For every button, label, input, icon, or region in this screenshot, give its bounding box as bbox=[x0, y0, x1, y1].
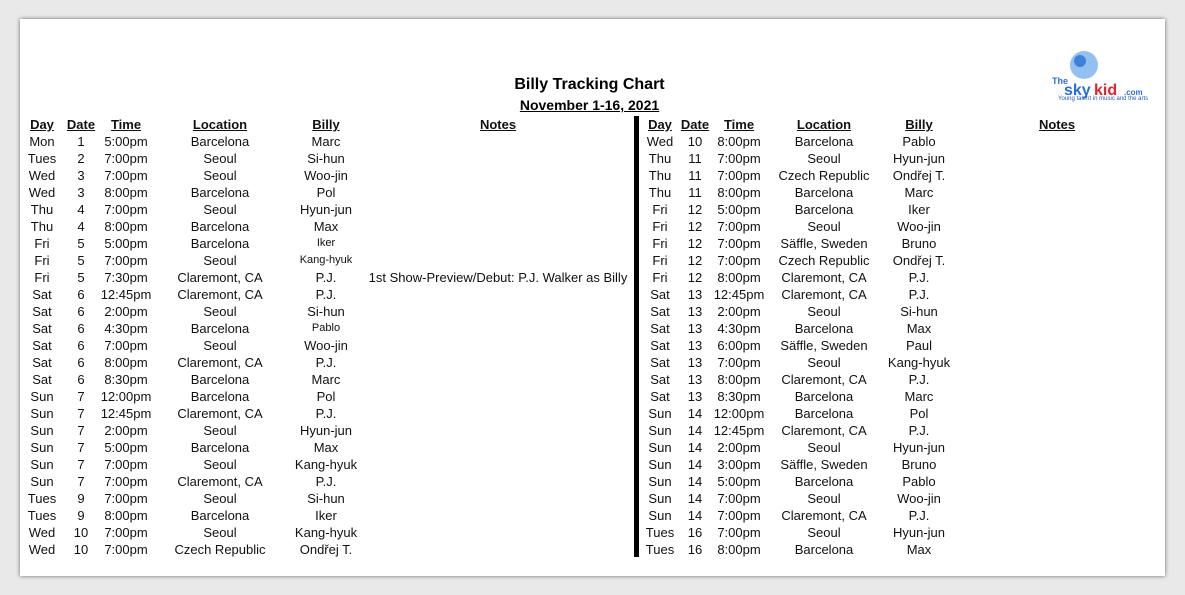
location-cell: Barcelona bbox=[794, 185, 854, 200]
notes-cell: 1st Show-Preview/Debut: P.J. Walker as Billy bbox=[368, 270, 628, 285]
day-cell: Wed bbox=[28, 542, 56, 557]
date-cell: 13 bbox=[687, 389, 703, 404]
location-cell: Claremont, CA bbox=[177, 474, 263, 489]
time-cell: 8:00pm bbox=[104, 219, 148, 234]
date-cell: 12 bbox=[687, 202, 703, 217]
time-cell: 2:00pm bbox=[717, 440, 761, 455]
time-cell: 8:00pm bbox=[717, 185, 761, 200]
location-cell: Barcelona bbox=[794, 389, 854, 404]
header-day: Day bbox=[30, 117, 54, 132]
time-cell: 8:00pm bbox=[717, 372, 761, 387]
day-cell: Wed bbox=[28, 168, 56, 183]
date-cell: 3 bbox=[77, 185, 85, 200]
date-cell: 11 bbox=[688, 168, 702, 183]
billy-cell: P.J. bbox=[908, 270, 930, 285]
date-cell: 6 bbox=[77, 321, 85, 336]
billy-cell: Hyun-jun bbox=[892, 151, 946, 166]
time-cell: 12:45pm bbox=[713, 287, 765, 302]
day-cell: Sat bbox=[650, 355, 670, 370]
date-cell: 9 bbox=[77, 491, 85, 506]
day-cell: Thu bbox=[30, 202, 54, 217]
day-cell: Mon bbox=[29, 134, 55, 149]
day-cell: Sun bbox=[30, 457, 54, 472]
billy-cell: Hyun-jun bbox=[299, 423, 353, 438]
time-cell: 8:00pm bbox=[104, 508, 148, 523]
billy-cell: Marc bbox=[311, 372, 341, 387]
date-cell: 4 bbox=[77, 219, 85, 234]
day-cell: Sat bbox=[650, 338, 670, 353]
day-cell: Sun bbox=[30, 389, 54, 404]
date-cell: 13 bbox=[687, 338, 703, 353]
billy-cell: Pol bbox=[909, 406, 929, 421]
date-cell: 6 bbox=[77, 304, 85, 319]
location-cell: Claremont, CA bbox=[781, 372, 867, 387]
date-cell: 13 bbox=[687, 321, 703, 336]
time-cell: 5:00pm bbox=[717, 474, 761, 489]
location-cell: Barcelona bbox=[794, 134, 854, 149]
time-cell: 8:30pm bbox=[717, 389, 761, 404]
day-cell: Sat bbox=[650, 372, 670, 387]
time-cell: 8:00pm bbox=[104, 355, 148, 370]
date-cell: 14 bbox=[687, 440, 703, 455]
billy-cell: Max bbox=[906, 542, 932, 557]
date-cell: 12 bbox=[687, 253, 703, 268]
header-date: Date bbox=[66, 117, 96, 132]
day-cell: Sun bbox=[648, 457, 672, 472]
location-cell: Säffle, Sweden bbox=[780, 236, 868, 251]
location-cell: Barcelona bbox=[794, 321, 854, 336]
billy-cell: Iker bbox=[315, 508, 337, 523]
location-cell: Czech Republic bbox=[174, 542, 266, 557]
day-cell: Fri bbox=[652, 202, 668, 217]
location-cell: Claremont, CA bbox=[781, 287, 867, 302]
location-cell: Barcelona bbox=[190, 185, 250, 200]
day-cell: Sun bbox=[30, 423, 54, 438]
billy-cell: P.J. bbox=[315, 406, 337, 421]
billy-cell: P.J. bbox=[908, 287, 930, 302]
day-cell: Wed bbox=[646, 134, 674, 149]
location-cell: Seoul bbox=[203, 168, 237, 183]
date-cell: 5 bbox=[77, 270, 85, 285]
header-location: Location bbox=[192, 117, 248, 132]
time-cell: 12:45pm bbox=[713, 423, 765, 438]
svg-text:kid: kid bbox=[1094, 82, 1118, 99]
date-cell: 12 bbox=[687, 270, 703, 285]
billy-cell: P.J. bbox=[315, 355, 337, 370]
time-cell: 7:00pm bbox=[717, 508, 761, 523]
date-cell: 4 bbox=[77, 202, 85, 217]
day-cell: Sun bbox=[648, 423, 672, 438]
billy-cell: P.J. bbox=[908, 423, 930, 438]
billy-cell: Si-hun bbox=[307, 304, 345, 319]
time-cell: 7:00pm bbox=[104, 338, 148, 353]
time-cell: 7:00pm bbox=[104, 253, 148, 268]
day-cell: Sat bbox=[32, 304, 52, 319]
day-cell: Tues bbox=[27, 508, 57, 523]
time-cell: 7:00pm bbox=[717, 168, 761, 183]
billy-cell: Ondřej T. bbox=[299, 542, 353, 557]
date-cell: 5 bbox=[77, 253, 85, 268]
time-cell: 3:00pm bbox=[717, 457, 761, 472]
time-cell: 5:00pm bbox=[104, 440, 148, 455]
date-cell: 6 bbox=[77, 338, 85, 353]
date-cell: 7 bbox=[77, 457, 85, 472]
billy-cell: P.J. bbox=[908, 372, 930, 387]
billy-cell: Marc bbox=[904, 389, 934, 404]
billy-cell: P.J. bbox=[315, 270, 337, 285]
location-cell: Seoul bbox=[203, 151, 237, 166]
day-cell: Sun bbox=[648, 440, 672, 455]
billy-cell: Woo-jin bbox=[897, 491, 941, 506]
day-cell: Sat bbox=[32, 338, 52, 353]
time-cell: 4:30pm bbox=[717, 321, 761, 336]
billy-cell: Max bbox=[906, 321, 932, 336]
day-cell: Sun bbox=[648, 406, 672, 421]
location-cell: Barcelona bbox=[190, 508, 250, 523]
location-cell: Barcelona bbox=[190, 219, 250, 234]
time-cell: 7:00pm bbox=[104, 542, 148, 557]
day-cell: Sun bbox=[648, 474, 672, 489]
billy-cell: Kang-hyuk bbox=[299, 254, 353, 266]
billy-cell: Pablo bbox=[902, 474, 936, 489]
time-cell: 7:00pm bbox=[104, 151, 148, 166]
day-cell: Fri bbox=[34, 253, 50, 268]
billy-cell: Max bbox=[313, 219, 339, 234]
billy-cell: Bruno bbox=[901, 457, 937, 472]
location-cell: Barcelona bbox=[190, 321, 250, 336]
time-cell: 12:45pm bbox=[100, 287, 152, 302]
location-cell: Barcelona bbox=[794, 202, 854, 217]
day-cell: Tues bbox=[27, 151, 57, 166]
billy-cell: Paul bbox=[905, 338, 933, 353]
location-cell: Seoul bbox=[203, 457, 237, 472]
billy-cell: Ondřej T. bbox=[892, 168, 946, 183]
time-cell: 7:00pm bbox=[717, 491, 761, 506]
day-cell: Fri bbox=[652, 219, 668, 234]
day-cell: Thu bbox=[648, 168, 672, 183]
billy-cell: Max bbox=[313, 440, 339, 455]
date-cell: 1 bbox=[77, 134, 85, 149]
time-cell: 5:00pm bbox=[717, 202, 761, 217]
day-cell: Sat bbox=[32, 355, 52, 370]
location-cell: Claremont, CA bbox=[177, 270, 263, 285]
date-cell: 10 bbox=[687, 134, 703, 149]
time-cell: 2:00pm bbox=[717, 304, 761, 319]
location-cell: Seoul bbox=[203, 338, 237, 353]
header-billy: Billy bbox=[312, 117, 340, 132]
day-cell: Sun bbox=[30, 474, 54, 489]
location-cell: Säffle, Sweden bbox=[780, 457, 868, 472]
location-cell: Barcelona bbox=[190, 134, 250, 149]
date-cell: 14 bbox=[687, 491, 703, 506]
location-cell: Barcelona bbox=[190, 389, 250, 404]
date-cell: 7 bbox=[77, 423, 85, 438]
billy-cell: Kang-hyuk bbox=[294, 525, 358, 540]
billy-cell: Si-hun bbox=[307, 491, 345, 506]
location-cell: Claremont, CA bbox=[177, 355, 263, 370]
location-cell: Claremont, CA bbox=[781, 508, 867, 523]
location-cell: Seoul bbox=[203, 304, 237, 319]
date-cell: 14 bbox=[687, 406, 703, 421]
date-cell: 11 bbox=[688, 185, 702, 200]
location-cell: Seoul bbox=[203, 491, 237, 506]
location-cell: Seoul bbox=[807, 219, 841, 234]
header-time: Time bbox=[110, 117, 142, 132]
header-location: Location bbox=[796, 117, 852, 132]
svg-text:.com: .com bbox=[1124, 88, 1143, 97]
date-cell: 13 bbox=[687, 372, 703, 387]
date-cell: 7 bbox=[77, 406, 85, 421]
time-cell: 7:00pm bbox=[717, 253, 761, 268]
billy-cell: Hyun-jun bbox=[299, 202, 353, 217]
date-cell: 11 bbox=[688, 151, 702, 166]
day-cell: Fri bbox=[652, 270, 668, 285]
header-notes: Notes bbox=[479, 117, 517, 132]
billy-cell: Pablo bbox=[902, 134, 936, 149]
time-cell: 2:00pm bbox=[104, 304, 148, 319]
location-cell: Barcelona bbox=[794, 406, 854, 421]
location-cell: Barcelona bbox=[794, 474, 854, 489]
time-cell: 8:00pm bbox=[104, 185, 148, 200]
day-cell: Sat bbox=[32, 372, 52, 387]
billy-cell: Hyun-jun bbox=[892, 525, 946, 540]
date-cell: 7 bbox=[77, 389, 85, 404]
day-cell: Wed bbox=[28, 185, 56, 200]
location-cell: Seoul bbox=[807, 304, 841, 319]
time-cell: 12:00pm bbox=[100, 389, 152, 404]
time-cell: 7:00pm bbox=[717, 355, 761, 370]
time-cell: 8:00pm bbox=[717, 134, 761, 149]
day-cell: Thu bbox=[648, 151, 672, 166]
day-cell: Sun bbox=[30, 440, 54, 455]
billy-cell: P.J. bbox=[315, 287, 337, 302]
date-cell: 16 bbox=[687, 542, 703, 557]
date-cell: 5 bbox=[77, 236, 85, 251]
location-cell: Claremont, CA bbox=[177, 406, 263, 421]
date-cell: 6 bbox=[77, 355, 85, 370]
location-cell: Seoul bbox=[807, 491, 841, 506]
location-cell: Seoul bbox=[203, 253, 237, 268]
date-cell: 3 bbox=[77, 168, 85, 183]
time-cell: 7:00pm bbox=[104, 168, 148, 183]
billy-cell: Pol bbox=[316, 389, 336, 404]
header-notes: Notes bbox=[1038, 117, 1076, 132]
billy-cell: Woo-jin bbox=[304, 338, 348, 353]
date-cell: 6 bbox=[77, 287, 85, 302]
logo-tagline: Young talent in music and the arts bbox=[1058, 96, 1149, 102]
day-cell: Sun bbox=[648, 508, 672, 523]
day-cell: Sat bbox=[650, 304, 670, 319]
time-cell: 5:00pm bbox=[104, 236, 148, 251]
date-cell: 13 bbox=[687, 355, 703, 370]
date-cell: 14 bbox=[687, 474, 703, 489]
billy-cell: Woo-jin bbox=[304, 168, 348, 183]
date-cell: 7 bbox=[77, 474, 85, 489]
location-cell: Claremont, CA bbox=[781, 270, 867, 285]
location-cell: Czech Republic bbox=[778, 168, 870, 183]
date-cell: 2 bbox=[77, 151, 85, 166]
billy-cell: P.J. bbox=[315, 474, 337, 489]
time-cell: 7:00pm bbox=[717, 219, 761, 234]
day-cell: Sat bbox=[650, 389, 670, 404]
day-cell: Tues bbox=[27, 491, 57, 506]
date-cell: 14 bbox=[687, 508, 703, 523]
date-cell: 10 bbox=[73, 525, 89, 540]
time-cell: 12:00pm bbox=[713, 406, 765, 421]
day-cell: Sat bbox=[32, 287, 52, 302]
day-cell: Fri bbox=[34, 270, 50, 285]
time-cell: 5:00pm bbox=[104, 134, 148, 149]
time-cell: 7:00pm bbox=[717, 525, 761, 540]
location-cell: Seoul bbox=[203, 202, 237, 217]
time-cell: 7:00pm bbox=[104, 202, 148, 217]
billy-cell: Kang-hyuk bbox=[294, 457, 358, 472]
billy-cell: P.J. bbox=[908, 508, 930, 523]
billy-cell: Pablo bbox=[311, 322, 341, 334]
location-cell: Czech Republic bbox=[778, 253, 870, 268]
header-time: Time bbox=[723, 117, 755, 132]
time-cell: 7:30pm bbox=[104, 270, 148, 285]
date-cell: 13 bbox=[687, 304, 703, 319]
location-cell: Seoul bbox=[807, 525, 841, 540]
location-cell: Seoul bbox=[203, 423, 237, 438]
page-title: Billy Tracking Chart bbox=[514, 76, 665, 93]
page-subtitle: November 1-16, 2021 bbox=[519, 97, 660, 113]
date-cell: 12 bbox=[687, 236, 703, 251]
date-cell: 13 bbox=[687, 287, 703, 302]
location-cell: Seoul bbox=[203, 525, 237, 540]
day-cell: Fri bbox=[652, 253, 668, 268]
day-cell: Thu bbox=[648, 185, 672, 200]
day-cell: Fri bbox=[34, 236, 50, 251]
date-cell: 14 bbox=[687, 457, 703, 472]
header-billy: Billy bbox=[905, 117, 933, 132]
svg-text:sky: sky bbox=[1064, 82, 1091, 99]
time-cell: 2:00pm bbox=[104, 423, 148, 438]
time-cell: 7:00pm bbox=[104, 525, 148, 540]
day-cell: Sun bbox=[30, 406, 54, 421]
time-cell: 4:30pm bbox=[104, 321, 148, 336]
location-cell: Seoul bbox=[807, 151, 841, 166]
svg-text:The: The bbox=[1052, 76, 1069, 86]
billy-cell: Si-hun bbox=[307, 151, 345, 166]
location-cell: Seoul bbox=[807, 440, 841, 455]
date-cell: 9 bbox=[77, 508, 85, 523]
day-cell: Sun bbox=[648, 491, 672, 506]
location-cell: Claremont, CA bbox=[781, 423, 867, 438]
date-cell: 10 bbox=[73, 542, 89, 557]
billy-cell: Marc bbox=[904, 185, 934, 200]
location-cell: Barcelona bbox=[190, 440, 250, 455]
day-cell: Thu bbox=[30, 219, 54, 234]
time-cell: 8:00pm bbox=[717, 542, 761, 557]
day-cell: Tues bbox=[645, 525, 675, 540]
location-cell: Barcelona bbox=[190, 236, 250, 251]
time-cell: 7:00pm bbox=[104, 474, 148, 489]
header-day: Day bbox=[648, 117, 672, 132]
date-cell: 6 bbox=[77, 372, 85, 387]
billy-cell: Si-hun bbox=[900, 304, 938, 319]
location-cell: Seoul bbox=[807, 355, 841, 370]
day-cell: Sat bbox=[32, 321, 52, 336]
header-date: Date bbox=[680, 117, 710, 132]
time-cell: 6:00pm bbox=[717, 338, 761, 353]
time-cell: 7:00pm bbox=[104, 457, 148, 472]
location-cell: Barcelona bbox=[190, 372, 250, 387]
day-cell: Wed bbox=[28, 525, 56, 540]
time-cell: 8:00pm bbox=[717, 270, 761, 285]
billy-cell: Iker bbox=[908, 202, 930, 217]
time-cell: 8:30pm bbox=[104, 372, 148, 387]
date-cell: 14 bbox=[687, 423, 703, 438]
billy-cell: Woo-jin bbox=[897, 219, 941, 234]
billy-cell: Bruno bbox=[901, 236, 937, 251]
billy-cell: Hyun-jun bbox=[892, 440, 946, 455]
time-cell: 7:00pm bbox=[104, 491, 148, 506]
day-cell: Sat bbox=[650, 287, 670, 302]
location-cell: Barcelona bbox=[794, 542, 854, 557]
date-cell: 12 bbox=[687, 219, 703, 234]
time-cell: 12:45pm bbox=[100, 406, 152, 421]
day-cell: Tues bbox=[645, 542, 675, 557]
location-cell: Claremont, CA bbox=[177, 287, 263, 302]
time-cell: 7:00pm bbox=[717, 151, 761, 166]
billy-cell: Ondřej T. bbox=[892, 253, 946, 268]
date-cell: 16 bbox=[687, 525, 703, 540]
date-cell: 7 bbox=[77, 440, 85, 455]
billy-cell: Iker bbox=[316, 237, 336, 249]
time-cell: 7:00pm bbox=[717, 236, 761, 251]
billy-cell: Kang-hyuk bbox=[887, 355, 951, 370]
day-cell: Sat bbox=[650, 321, 670, 336]
billy-cell: Marc bbox=[311, 134, 341, 149]
billy-cell: Pol bbox=[316, 185, 336, 200]
location-cell: Säffle, Sweden bbox=[780, 338, 868, 353]
day-cell: Fri bbox=[652, 236, 668, 251]
